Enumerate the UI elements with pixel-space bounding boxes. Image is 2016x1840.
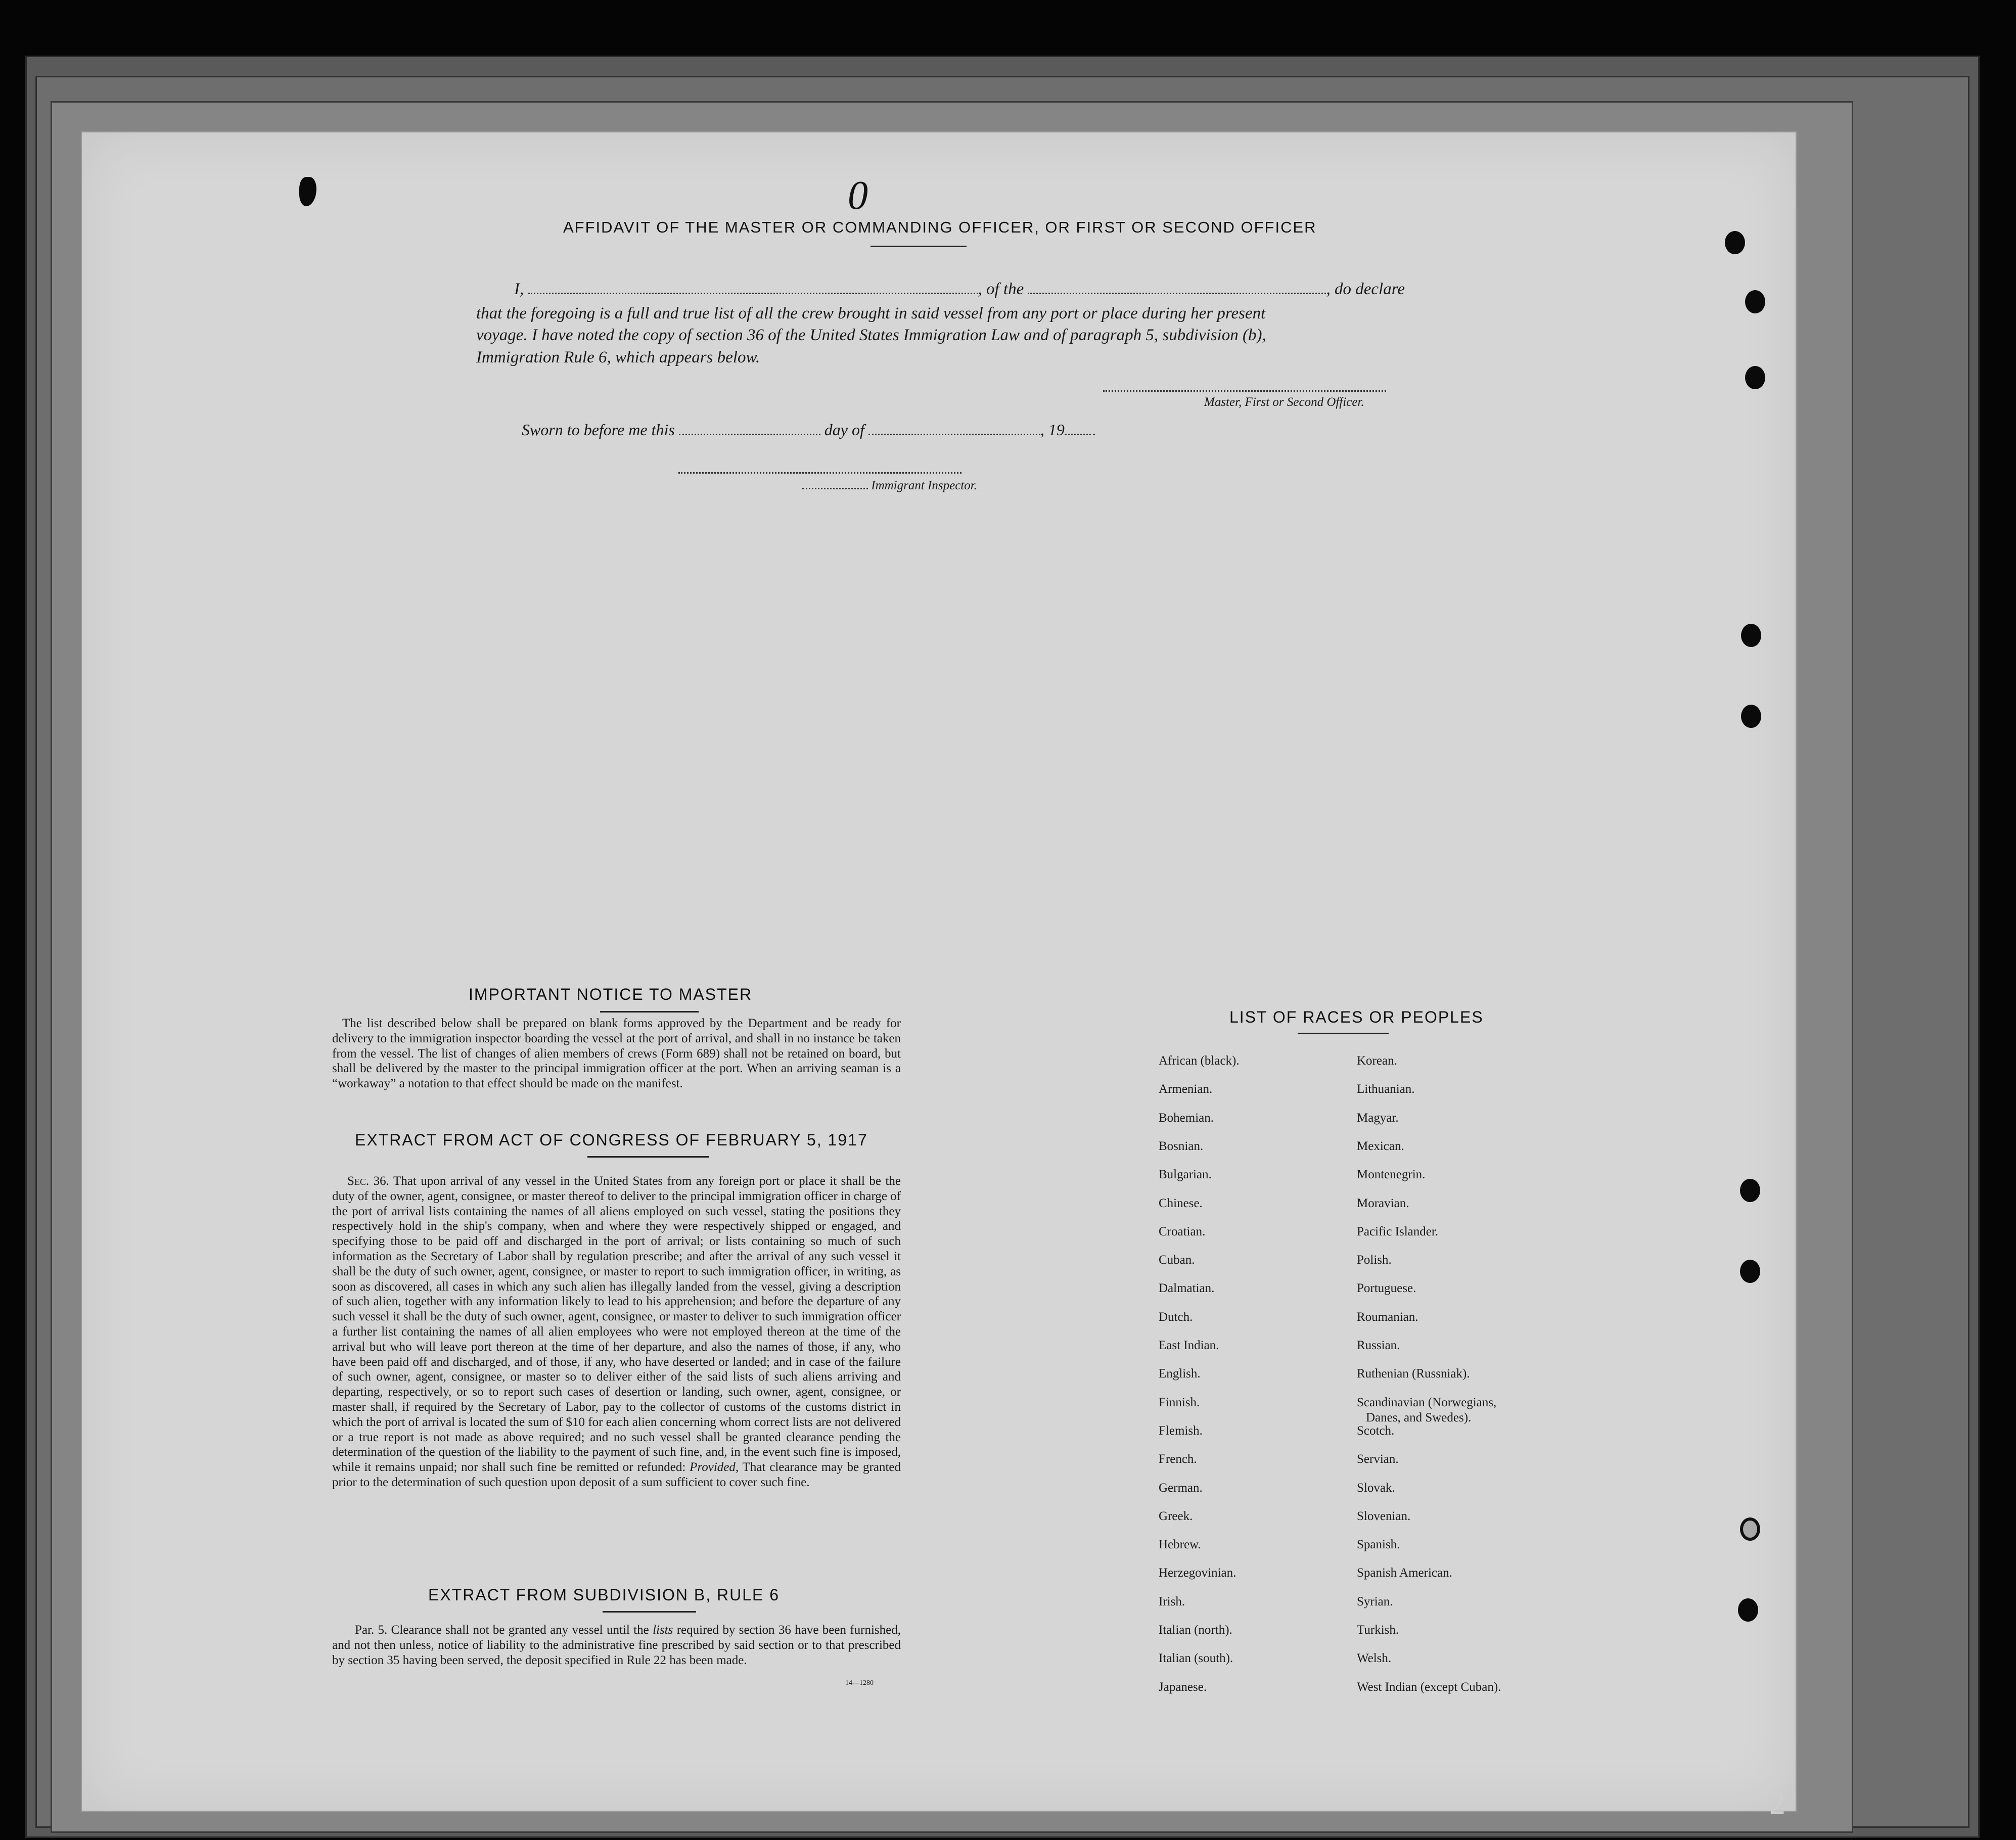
races-underline — [1298, 1033, 1389, 1034]
race-item-right: Spanish. — [1357, 1538, 1400, 1552]
race-item-left: Japanese. — [1159, 1680, 1207, 1694]
race-item-left: Croatian. — [1159, 1224, 1206, 1238]
affidavit-line-1 — [514, 280, 1405, 299]
race-item-left: Chinese. — [1159, 1196, 1203, 1210]
form-sheet — [81, 131, 1797, 1812]
race-item-left: Greek. — [1159, 1509, 1193, 1523]
race-item-right: Korean. — [1357, 1054, 1397, 1068]
rule-6-text-a: Par. 5. Clearance shall not be granted any vessel until the — [355, 1623, 649, 1637]
binder-hole — [1738, 1598, 1758, 1622]
binder-hole — [1741, 624, 1761, 647]
race-item-left: Flemish. — [1159, 1423, 1203, 1438]
affidavit-line-3: voyage. I have noted the copy of section 36 of the United States Immigration Law and of paragraph 5, subdivision (b), — [476, 326, 1266, 344]
vessel-field[interactable] — [1028, 293, 1326, 294]
binder-hole — [1740, 1260, 1760, 1283]
notice-title: IMPORTANT NOTICE TO MASTER — [469, 985, 753, 1003]
sworn-before-text: Sworn to before me this — [522, 421, 675, 439]
month-field[interactable] — [868, 434, 1040, 435]
affidavit-i: I, — [514, 280, 524, 298]
binder-hole — [1741, 705, 1761, 728]
affidavit-of-the: , of the — [978, 280, 1024, 298]
race-item-left: Cuban. — [1159, 1253, 1195, 1267]
race-item-left: Italian (south). — [1159, 1651, 1233, 1666]
year-prefix: , 19 — [1040, 421, 1065, 439]
handwritten-mark: 0 — [848, 173, 868, 218]
corner-mark: 2 — [1769, 1785, 1785, 1821]
sworn-line — [522, 421, 1095, 439]
race-item-left: Armenian. — [1159, 1082, 1213, 1096]
race-item-left: Bohemian. — [1159, 1111, 1214, 1125]
title-underline — [870, 246, 967, 247]
race-item-right: Roumanian. — [1357, 1310, 1418, 1324]
race-item-right: Mexican. — [1357, 1139, 1404, 1153]
proviso-word: Provided, — [690, 1460, 739, 1475]
race-item-right: Montenegrin. — [1357, 1168, 1426, 1182]
race-item-right: Spanish American. — [1357, 1566, 1452, 1580]
affidavit-declare: , do declare — [1326, 280, 1405, 298]
race-item-left: Italian (north). — [1159, 1623, 1232, 1637]
race-item-left: Bosnian. — [1159, 1139, 1204, 1153]
race-item-right: Ruthenian (Russniak). — [1357, 1367, 1470, 1381]
race-item-right: Pacific Islander. — [1357, 1224, 1439, 1238]
affidavit-line-2: that the foregoing is a full and true list of all the crew brought in said vessel from any port or place during her present — [476, 304, 1266, 323]
race-item-right: Servian. — [1357, 1452, 1399, 1466]
section-36-label: Sec. 36. — [347, 1174, 389, 1188]
race-item-right: Syrian. — [1357, 1594, 1393, 1608]
race-item-left: Irish. — [1159, 1594, 1185, 1608]
year-field[interactable] — [1065, 434, 1095, 435]
race-item-right: Moravian. — [1357, 1196, 1409, 1210]
notice-text: The list described below shall be prepared on blank forms approved by the Department and be ready for delivery to the immigration inspector boarding the vessel at the port of arrival, and shall in no instance be taken from the vessel. The list of changes of alien members of crews (Form 689) shall not be retained on board, but shall be delivered by the master to the principal immigration officer at the port. When an arriving seaman is a “workaway” a notation to that effect should be made on the manifest. — [332, 1017, 901, 1091]
race-item-scandinavian-cont: Danes, and Swedes). — [1366, 1411, 1472, 1424]
extract-rule-underline — [603, 1611, 696, 1613]
race-item-left: Herzegovinian. — [1159, 1566, 1236, 1580]
inspector-leader — [802, 488, 868, 489]
race-item-left: English. — [1159, 1367, 1201, 1381]
race-item-left: French. — [1159, 1452, 1197, 1466]
races-title: LIST OF RACES OR PEOPLES — [1229, 1008, 1484, 1026]
race-item-left: Dutch. — [1159, 1310, 1193, 1324]
race-item-right: Slovenian. — [1357, 1509, 1411, 1523]
signature-label: Master, First or Second Officer. — [1204, 395, 1364, 409]
inspector-label: Immigrant Inspector. — [871, 479, 977, 492]
rule-6-text — [332, 1623, 901, 1668]
race-item-right: Polish. — [1357, 1253, 1392, 1267]
affidavit-line-4: Immigration Rule 6, which appears below. — [476, 348, 760, 366]
race-item-right: West Indian (except Cuban). — [1357, 1680, 1501, 1694]
binder-hole — [1745, 290, 1765, 313]
race-item-right: Portuguese. — [1357, 1281, 1416, 1296]
extract-act-underline — [587, 1156, 709, 1158]
race-item-left: East Indian. — [1159, 1339, 1219, 1352]
race-item-right: Lithuanian. — [1357, 1082, 1415, 1096]
extract-act-title: EXTRACT FROM ACT OF CONGRESS OF FEBRUARY 5, 1917 — [355, 1131, 868, 1149]
race-item-left: Dalmatian. — [1159, 1281, 1215, 1296]
race-item-right: Scandinavian (Norwegians, — [1357, 1395, 1497, 1409]
rule-6-lists-word: lists — [653, 1623, 673, 1637]
binder-hole-empty — [1740, 1517, 1760, 1541]
section-36-body: That upon arrival of any vessel in the United States from any foreign port or place it shall be the duty of the owner, agent, consignee, or master thereof to deliver to the principal immigration officer in charge of the port of arrival lists containing the names of all aliens employed on such vessel, stating the positions they respectively hold in the ship's company, when and where they were respectively shipped or engaged, and specifying those to be paid off and discharged in the port of arrival; or lists containing so much of such information as the Secretary of Labor shall by regulation prescribe; and after the arrival of any such vessel it shall be the duty of such owner, agent, consignee, or master to report to such immigration officer, in writing, as soon as discovered, all cases in which any such alien has illegally landed from the vessel, giving a description of such alien, together with any information likely to lead to his apprehension; and before the departure of any such vessel it shall be the duty of such owner, agent, consignee, or master to deliver to such immigration officer a further list containing the names of all alien employees who were not employed thereon at the time of the arrival but who will leave port thereon at the time of her departure, and also the names of those, if any, who have been paid off and discharged, and of those, if any, who have deserted or landed; and in case of the failure of such owner, agent, consignee, or master so to deliver either of the said lists of such aliens arriving and departing, respectively, or so to report such cases of desertion or landing, such owner, agent, consignee, or master shall, if required by the Secretary of Labor, pay to the collector of customs of the customs district in which the port of arrival is located the sum of $10 for each alien concerning whom correct lists are not delivered or a true report is not made as above required; and no such vessel shall be granted clearance pending the determination of the question of the liability to the payment of such fine, and, in the event such fine is imposed, while it remains unpaid; nor shall such fine be remitted or refunded: — [332, 1174, 901, 1475]
signature-line[interactable] — [1103, 390, 1386, 392]
ink-blot — [299, 177, 316, 206]
race-item-right: Slovak. — [1357, 1481, 1395, 1495]
inspector-signature-line[interactable] — [678, 472, 961, 474]
race-item-right: Russian. — [1357, 1339, 1400, 1352]
section-36-text — [332, 1174, 901, 1490]
day-of-text: day of — [824, 421, 864, 439]
rule-6-text-b: required by section 36 have been furnished, and not then unless, notice of liability to the administrative fine prescribed by said section or to that prescribed by section 35 having been served, the deposit specified in Rule 22 has been made. — [332, 1623, 901, 1667]
day-field[interactable] — [679, 434, 820, 435]
race-item-right: Welsh. — [1357, 1651, 1392, 1666]
form-number: 14—1280 — [845, 1679, 874, 1687]
race-item-left: German. — [1159, 1481, 1203, 1495]
race-item-left: Bulgarian. — [1159, 1168, 1212, 1182]
race-item-right: Scotch. — [1357, 1423, 1395, 1438]
affidavit-title: AFFIDAVIT OF THE MASTER OR COMMANDING OFFICER, OR FIRST OR SECOND OFFICER — [563, 218, 1317, 236]
extract-rule-title: EXTRACT FROM SUBDIVISION B, RULE 6 — [428, 1586, 780, 1604]
binder-hole — [1725, 231, 1745, 254]
proviso-text: That clearance may be granted prior to the determination of such question upon deposit of a sum sufficient to cover such fine. — [332, 1460, 901, 1489]
race-item-left: Finnish. — [1159, 1395, 1200, 1409]
notice-underline — [600, 1011, 699, 1013]
race-item-right: Turkish. — [1357, 1623, 1399, 1637]
race-item-left: Hebrew. — [1159, 1538, 1201, 1552]
race-item-left: African (black). — [1159, 1054, 1240, 1068]
name-field[interactable] — [528, 293, 978, 294]
inspector-line — [802, 479, 977, 493]
race-item-right: Magyar. — [1357, 1111, 1399, 1125]
binder-hole — [1740, 1179, 1760, 1202]
binder-hole — [1745, 366, 1765, 389]
